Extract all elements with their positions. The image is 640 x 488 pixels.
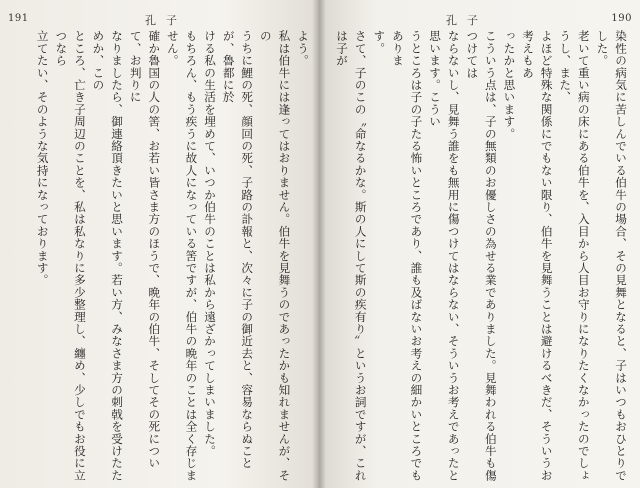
text-line: さて、子のこの〝命なるかな。斯の人にして斯の疾有り〟というお詞ですが、これは子が xyxy=(335,30,368,482)
text-line: ったかと思います。 xyxy=(502,30,517,140)
text-line xyxy=(16,30,33,482)
text-line: 私は伯牛には逢ってはおりません。伯牛を見舞うのであったかも知れませんが、その xyxy=(258,30,292,482)
text-line: うところは子の子たる怖いところであり、誰も及ばないお考えの細かいところでもありま xyxy=(390,30,424,482)
left-page xyxy=(0,0,318,488)
text-line: ける私の生活を埋めて、いつか伯牛のことは私から遠ざかってしまいました。 xyxy=(203,30,218,457)
text-line: す。 xyxy=(372,30,387,55)
right-page-text xyxy=(330,30,630,482)
text-line: こういう点は、子の無類のお優しさの為せる業でありました。見舞われる伯牛も傷つけては xyxy=(465,30,498,482)
right-page xyxy=(318,0,640,488)
left-page-text xyxy=(16,30,312,482)
text-line: ところ、亡き子周辺のことを、私は私なりに多少整理し、纏め、少しでもお役に立つなら xyxy=(54,30,87,482)
text-line: よほど特殊な関係にでもない限り、伯牛を見舞うことは避けるべきだ、そういうお考えもあ xyxy=(521,30,554,482)
text-line: ならないし、見舞う誰をも無用に傷つけてはならない、そういうお考えであったと思います。こうい xyxy=(428,30,461,482)
text-line: 確か魯国の人の筈、お若い皆さま方のほうで、晩年の伯牛、そしてその死について、お判りに xyxy=(128,30,162,470)
text-line: もちろん、もう疾うに故人になっている筈ですが、伯牛の晩年のことは全く存じません。 xyxy=(165,30,199,482)
text-line: なりましたら、御連絡頂きたいと思います。若い方、みなさま方の刺戟を受けたためか、この xyxy=(91,30,125,482)
text-line: 老いて重い病の床にある伯牛を、入目から人目お守りになりたくなかったのでしょうし、また、 xyxy=(558,30,591,482)
text-line: うちに鯉の死、顔回の死、子路の訃報と、次々に子の御近去と、容易ならぬことが、魯都に於 xyxy=(221,30,255,470)
page-number-right: 190 xyxy=(611,13,632,24)
text-line: 染性の病気に苦しんでいる伯牛の場合、その見舞となると、子はいつもおひとりでした。 xyxy=(595,30,628,482)
text-line: よう。 xyxy=(296,30,310,67)
page-number-left: 191 xyxy=(8,13,29,24)
running-head-left: 孔子 xyxy=(145,14,187,27)
running-head-right: 孔子 xyxy=(446,14,488,27)
text-line: 立てたい、そのような気持になっております。 xyxy=(35,30,50,287)
text-line xyxy=(330,30,333,482)
